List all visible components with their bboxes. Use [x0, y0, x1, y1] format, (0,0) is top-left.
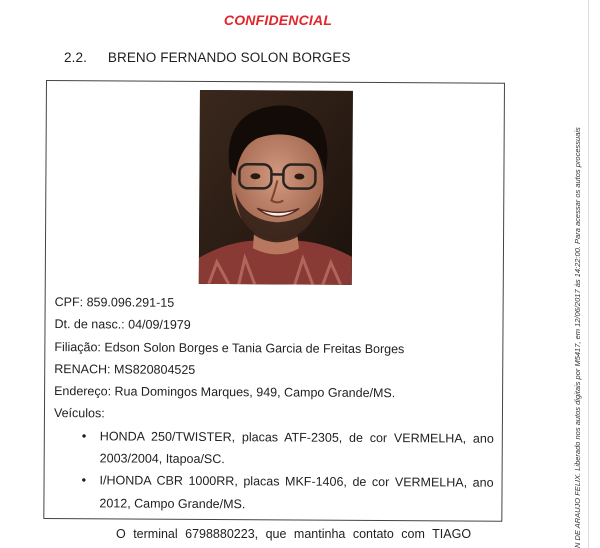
- person-name: BRENO FERNANDO SOLON BORGES: [107, 50, 351, 65]
- classification-label: CONFIDENCIAL: [223, 12, 333, 28]
- person-photo-icon: [199, 90, 353, 285]
- margin-annotation: N DE ARAUJO FELIX. Liberado nos autos digitais por M5417, em 12/06/2017 às 14:22:00. Para acessar os autos processuais: [573, 127, 582, 548]
- vehicles-list: [53, 425, 494, 517]
- vehicles-label: Veículos:: [53, 406, 105, 421]
- page-edge-divider: [588, 0, 589, 548]
- address-field: Endereço: Rua Domingos Marques, 949, Campo Grande/MS.: [54, 384, 396, 401]
- section-number: 2.2.: [64, 50, 87, 65]
- renach-field: RENACH: MS820804525: [54, 361, 196, 377]
- section-heading: [64, 50, 351, 65]
- birth-date-field: Dt. de nasc.: 04/09/1979: [54, 317, 191, 333]
- list-item: • HONDA 250/TWISTER, placas ATF-2305, de cor VERMELHA, ano 2003/2004, Itapoa/SC.: [82, 425, 494, 472]
- record-fields: [53, 291, 494, 517]
- profile-box: [43, 80, 505, 522]
- parents-field: Filiação: Edson Solon Borges e Tania Garcia de Freitas Borges: [54, 339, 405, 356]
- list-item: • I/HONDA CBR 1000RR, placas MKF-1406, de cor VERMELHA, ano 2012, Campo Grande/MS.: [81, 470, 493, 517]
- body-paragraph: O terminal 6798880223, que mantinha contato com TIAGO: [116, 527, 472, 541]
- cpf-field: CPF: 859.096.291-15: [54, 295, 175, 310]
